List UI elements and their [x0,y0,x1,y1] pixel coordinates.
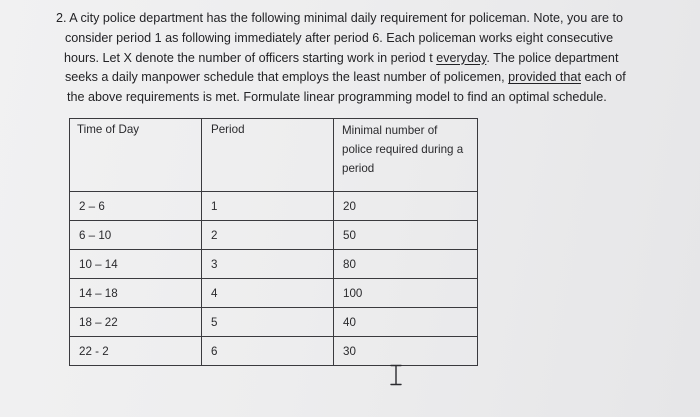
cell-period: 1 [202,192,334,221]
cell-time: 14 – 18 [70,279,202,308]
text-cursor-icon [388,364,404,386]
requirements-table [69,118,478,366]
cell-period: 2 [202,221,334,250]
cell-period: 6 [202,337,334,366]
cell-time: 22 - 2 [70,337,202,366]
problem-line-4-end: each of [580,70,626,85]
underlined-everyday: everyday [436,50,487,65]
problem-line-1: 2. A city police department has the following minimal daily requirement for policeman. Note, you are to [56,11,624,25]
cell-required: 100 [334,279,478,308]
problem-line-4-start: seeks a daily manpower schedule that employs the least number of policemen, [65,70,509,85]
table-row [70,192,478,221]
header-minimal-number [334,119,478,192]
table-row [70,308,478,337]
cell-required: 20 [334,192,478,221]
table-row [70,279,478,308]
cell-time: 18 – 22 [70,308,202,337]
table-row [70,337,478,366]
cell-required: 40 [334,308,478,337]
problem-line-4 [65,68,696,88]
cell-time: 6 – 10 [70,221,202,250]
table-header-row [70,119,478,192]
cell-required: 50 [334,221,478,250]
cell-period: 4 [202,279,334,308]
cell-required: 80 [334,250,478,279]
table-row [70,221,478,250]
problem-statement [56,9,696,108]
header-period: Period [202,119,334,192]
problem-line-3 [64,49,696,69]
header-minimal-line-2: police required during a [342,143,464,156]
table-row [70,250,478,279]
problem-line-3-start: hours. Let X denote the number of officers starting work in period t [64,50,437,65]
problem-line-5: the above requirements is met. Formulate linear programming model to find an optimal schedule. [67,90,607,105]
problem-line-2: consider period 1 as following immediately after period 6. Each policeman works eight consecutive [65,30,614,45]
cell-time: 10 – 14 [70,250,202,279]
cell-period: 5 [202,308,334,337]
problem-line-3-end: . The police department [486,50,619,65]
cell-required: 30 [334,337,478,366]
underlined-provided-that: provided that [508,70,581,85]
cell-time: 2 – 6 [70,192,202,221]
cell-period: 3 [202,250,334,279]
header-time-of-day: Time of Day [70,119,202,192]
header-minimal-line-1: Minimal number of [342,124,438,137]
header-minimal-line-3: period [342,162,375,175]
